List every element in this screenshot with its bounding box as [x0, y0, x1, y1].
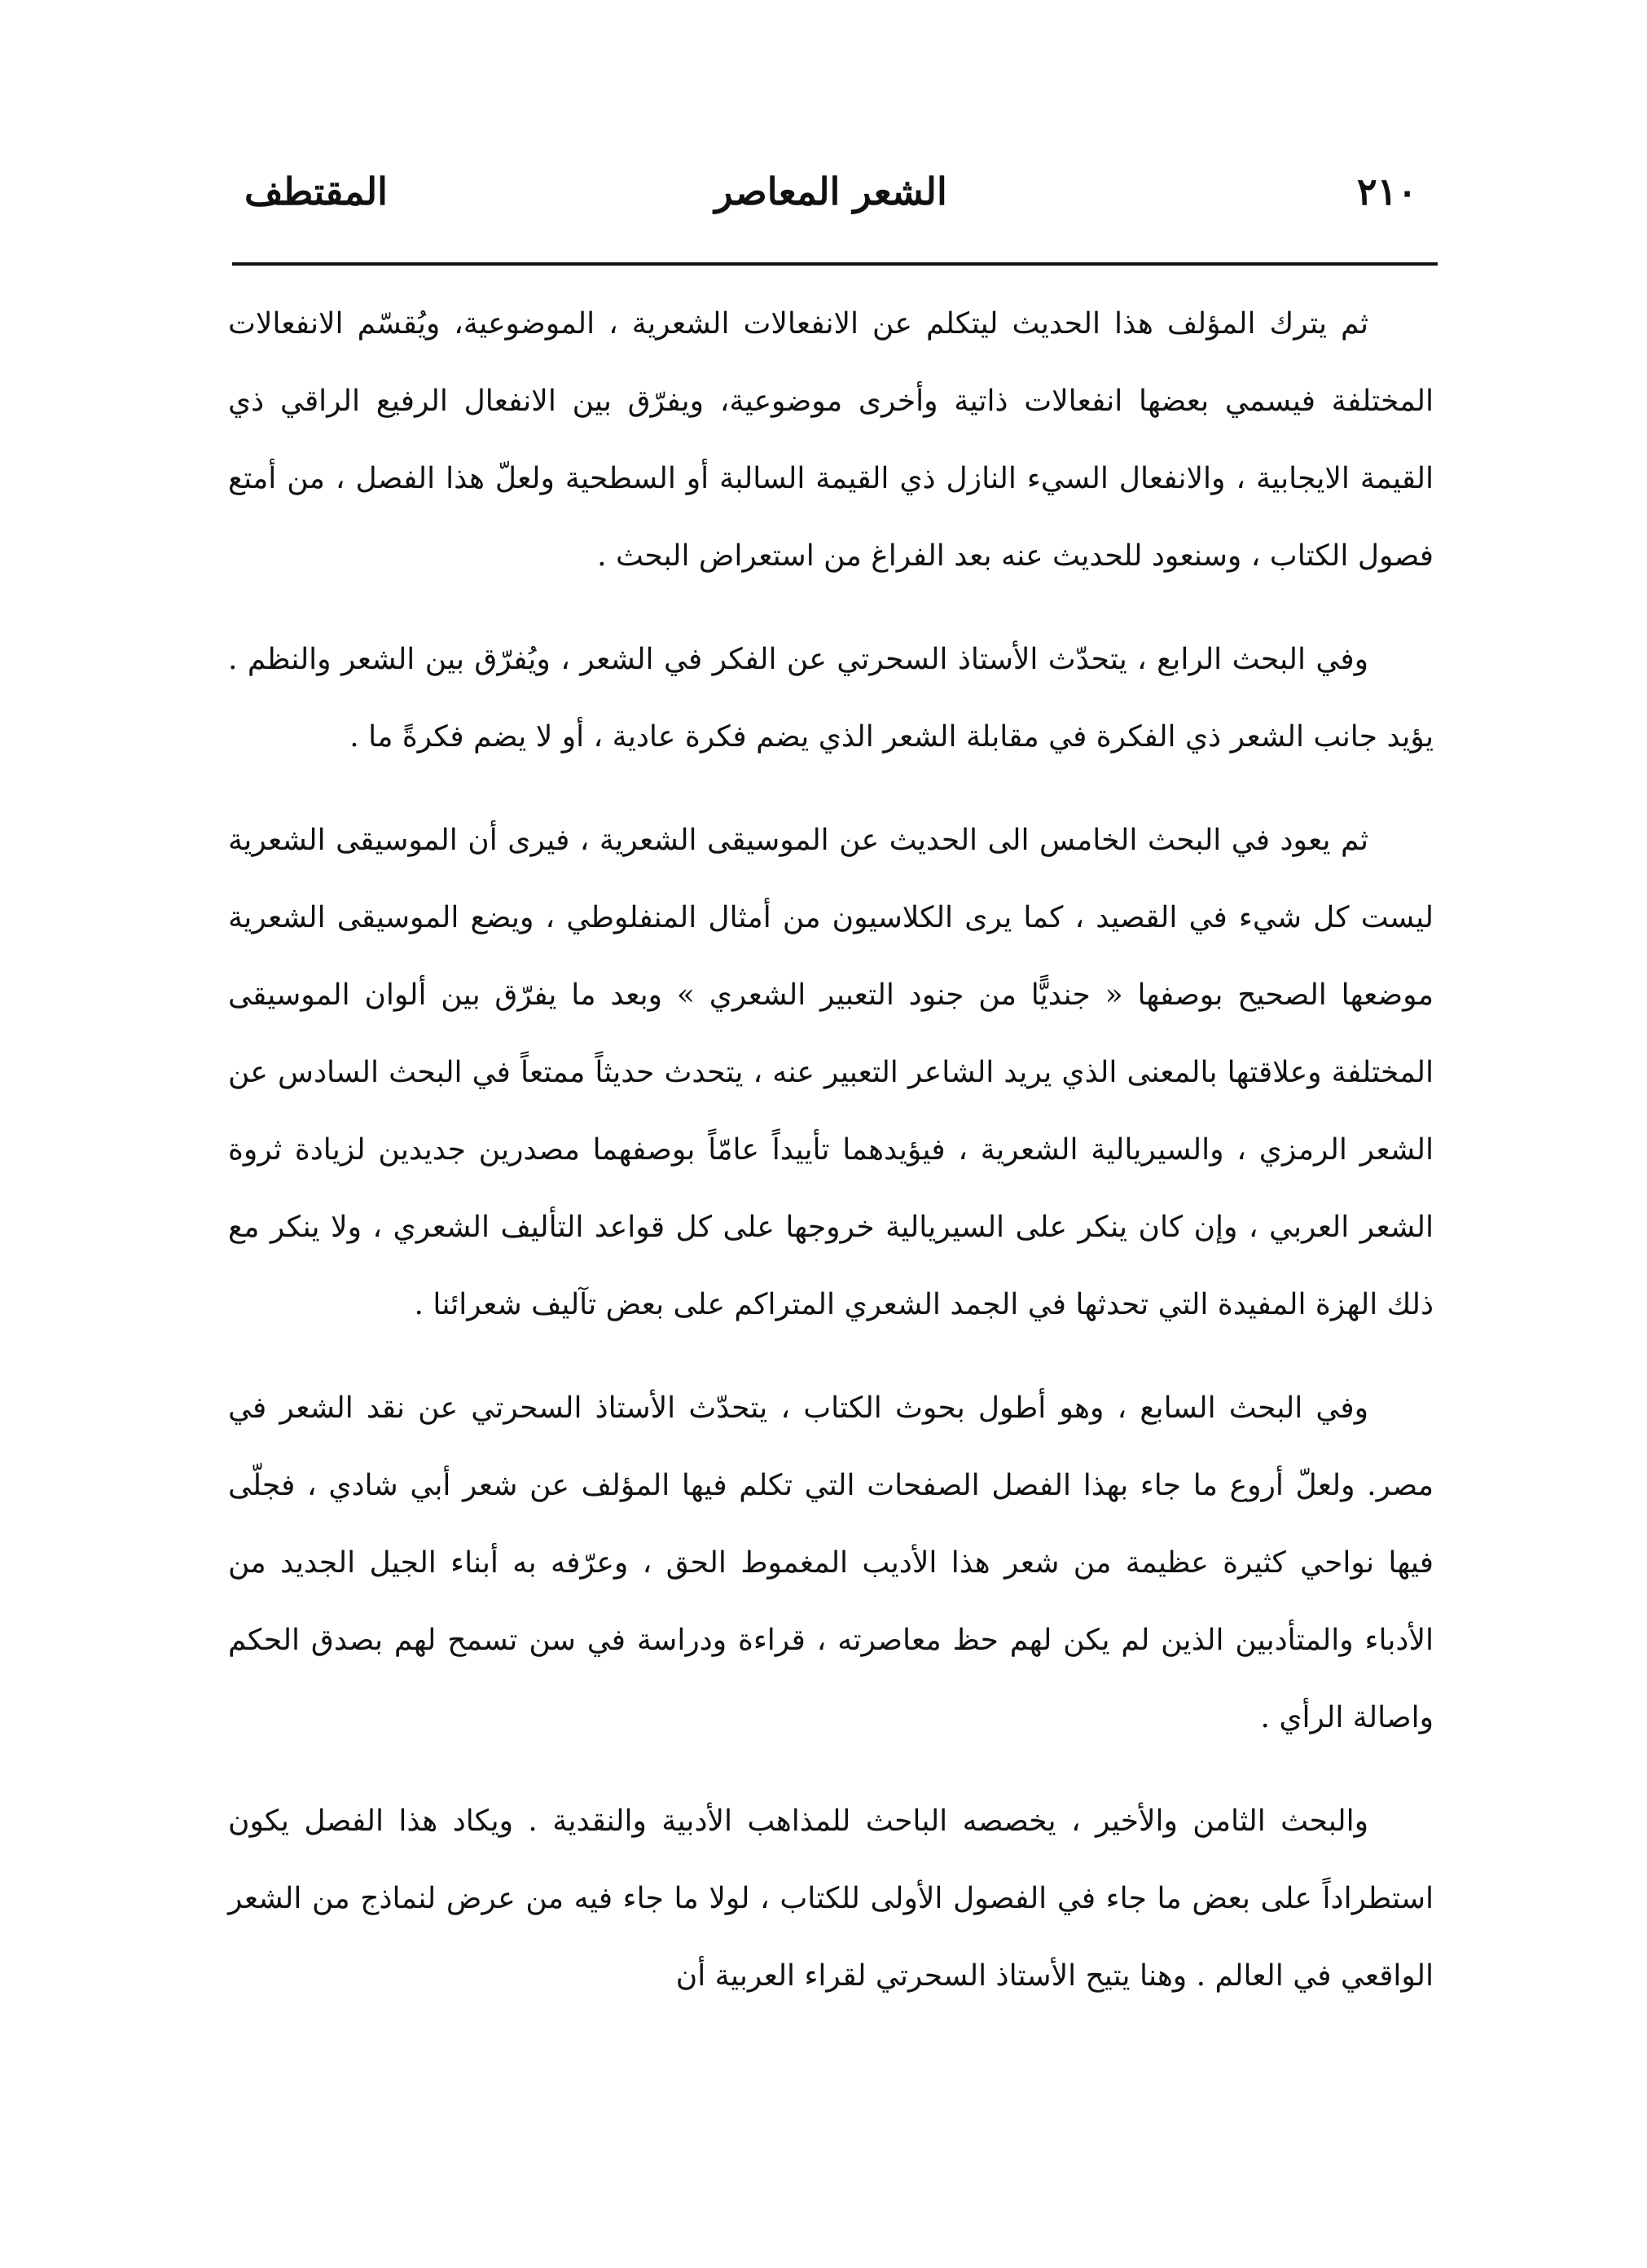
paragraph: والبحث الثامن والأخير ، يخصصه الباحث للمذاهب الأدبية والنقدية . ويكاد هذا الفصل يكون استطراداً على بعض ما جاء في الفصول الأولى للكتاب ، لولا ما جاء فيه من عرض لنماذج من الشعر الواقعي في العالم . وهنا يتيح الأستاذ السحرتي لقراء العربية أن	[228, 1804, 1434, 1993]
page-number: ٢١٠	[1356, 169, 1417, 213]
paragraph: وفي البحث الرابع ، يتحدّث الأستاذ السحرتي عن الفكر في الشعر ، ويُفرّق بين الشعر والنظم . يؤيد جانب الشعر ذي الفكرة في مقابلة الشعر الذي يضم فكرة عادية ، أو لا يضم فكرةً ما .	[228, 643, 1434, 754]
article-body	[228, 285, 1434, 2041]
paragraph: ثم يترك المؤلف هذا الحديث ليتكلم عن الانفعالات الشعرية ، الموضوعية، ويُقسّم الانفعالات المختلفة فيسمي بعضها انفعالات ذاتية وأخرى موضوعية، ويفرّق بين الانفعال الرفيع الراقي ذي القيمة الايجابية ، والانفعال السيء النازل ذي القيمة السالبة أو السطحية ولعلّ هذا الفصل ، من أمتع فصول الكتاب ، وسنعود للحديث عنه بعد الفراغ من استعراض البحث .	[228, 307, 1434, 573]
paragraph: ثم يعود في البحث الخامس الى الحديث عن الموسيقى الشعرية ، فيرى أن الموسيقى الشعرية ليست كل شيء في القصيد ، كما يرى الكلاسيون من أمثال المنفلوطي ، ويضع الموسيقى الشعرية موضعها الصحيح بوصفها « جنديًّا من جنود التعبير الشعري » وبعد ما يفرّق بين ألوان الموسيقى المختلفة وعلاقتها بالمعنى الذي يريد الشاعر التعبير عنه ، يتحدث حديثاً ممتعاً في البحث السادس عن الشعر الرمزي ، والسيريالية الشعرية ، فيؤيدهما تأييداً عامّاً بوصفهما مصدرين جديدين لزيادة ثروة الشعر العربي ، وإن كان ينكر على السيريالية خروجها على كل قواعد التأليف الشعري ، ولا ينكر مع ذلك الهزة المفيدة التي تحدثها في الجمد الشعري المتراكم على بعض تآليف شعرائنا .	[228, 824, 1434, 1321]
header-rule	[232, 262, 1438, 266]
journal-name: المقتطف	[244, 169, 388, 213]
page-header	[244, 155, 1417, 228]
paragraph: وفي البحث السابع ، وهو أطول بحوث الكتاب ، يتحدّث الأستاذ السحرتي عن نقد الشعر في مصر. ولعلّ أروع ما جاء بهذا الفصل الصفحات التي تكلم فيها المؤلف عن شعر أبي شادي ، فجلّى فيها نواحي كثيرة عظيمة من شعر هذا الأديب المغموط الحق ، وعرّفه به أبناء الجيل الجديد من الأدباء والمتأدبين الذين لم يكن لهم حظ معاصرته ، قراءة ودراسة في سن تسمح لهم بصدق الحكم واصالة الرأي .	[228, 1391, 1434, 1734]
running-title: الشعر المعاصر	[714, 169, 947, 213]
